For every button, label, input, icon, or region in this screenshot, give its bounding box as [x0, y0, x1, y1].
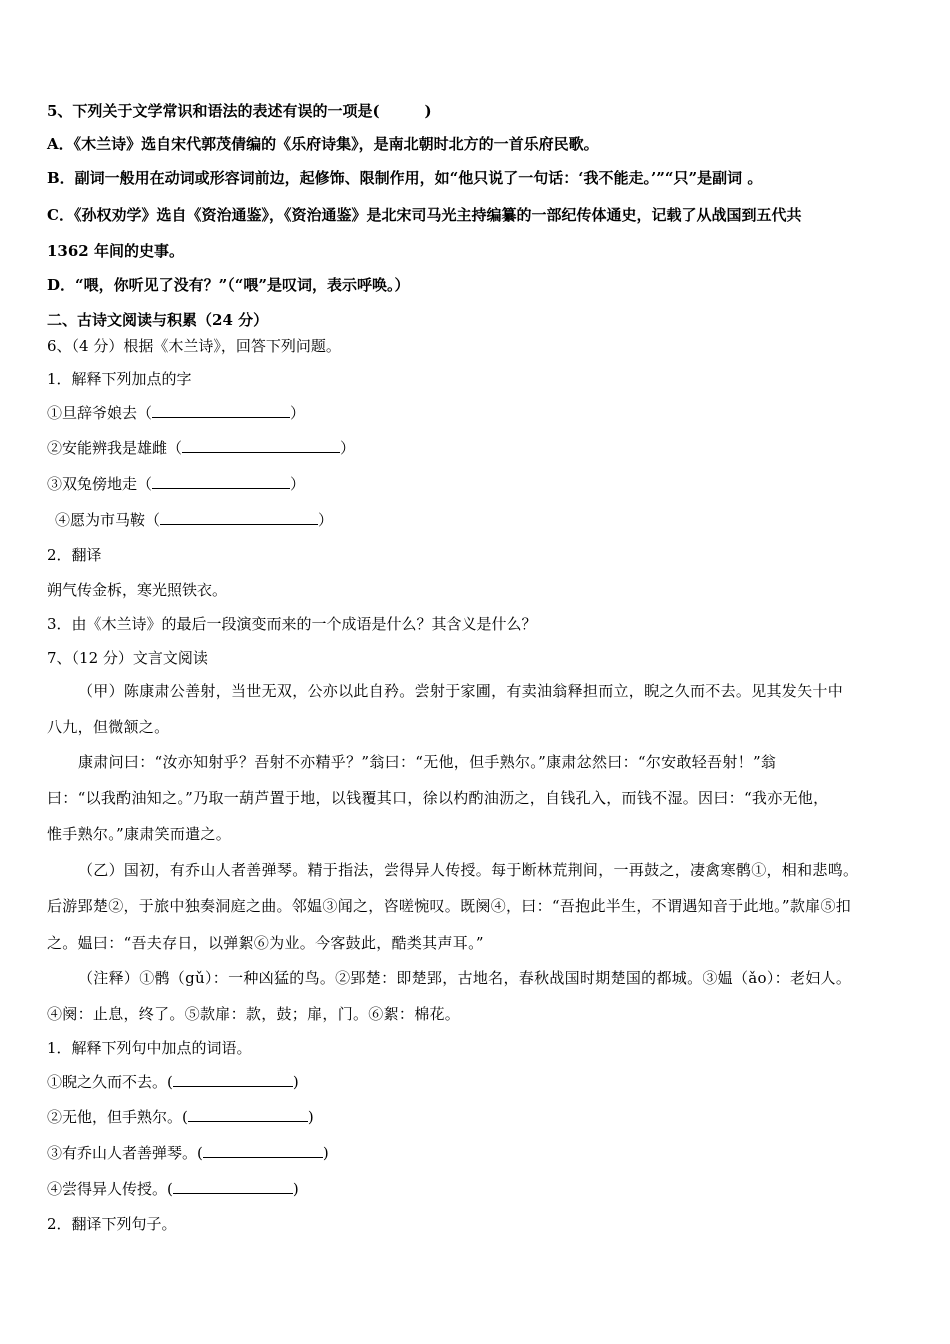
q6-stem: 6、（4 分）根据《木兰诗》，回答下列问题。 [47, 337, 341, 355]
q7-part1: 1．解释下列句中加点的词语。 [47, 1039, 252, 1057]
answer-blank[interactable] [182, 438, 340, 453]
passage-yi-line1: （乙）国初，有乔山人者善弹琴。精于指法，尝得异人传授。每于断林荒荆间，一再鼓之，凄禽寒鹘①，相和悲鸣。 [78, 861, 859, 879]
notes-line2: ④阕：止息，终了。⑤款扉：款，鼓；扉，门。⑥絮：棉花。 [47, 1005, 461, 1023]
answer-blank[interactable] [203, 1143, 323, 1158]
notes-line1: （注释）①鹘（gǔ）：一种凶猛的鸟。②郢楚：即楚郢，古地名，春秋战国时期楚国的都城。③媪（ǎo）：老妇人。 [78, 969, 852, 987]
q6-part3: 3．由《木兰诗》的最后一段演变而来的一个成语是什么？其含义是什么？ [47, 615, 537, 633]
passage-jia-line3: 康肃问曰：“汝亦知射乎？吾射不亦精乎？”翁曰：“无他，但手熟尔。”康肃忿然曰：“尔安敢轻吾射！”翁 [78, 753, 777, 771]
q7-part2: 2．翻译下列句子。 [47, 1215, 177, 1233]
passage-yi-line3: 之。媪曰：“吾夫存日，以弹絮⑥为业。今客鼓此，酷类其声耳。” [47, 934, 484, 952]
q7-word-1: ①睨之久而不去。( ) [47, 1073, 299, 1091]
answer-blank[interactable] [160, 510, 318, 525]
passage-yi-line2: 后游郢楚②，于旅中独奏洞庭之曲。邻媪③闻之，咨嗟惋叹。既阕④，曰：“吾抱此半生，不谓遇知音于此地。”款扉⑤扣 [47, 897, 852, 915]
q6-part2-text: 朔气传金柝，寒光照铁衣。 [47, 581, 228, 599]
q5-option-c-cont: 1362 年间的史事。 [47, 242, 184, 260]
passage-jia-line2: 八九，但微颔之。 [47, 718, 170, 736]
q5-option-c: C．《孙权劝学》选自《资治通鉴》，《资治通鉴》是北宋司马光主持编纂的一部纪传体通史，记载了从战国到五代共 [47, 206, 802, 224]
passage-jia-line5: 惟手熟尔。”康肃笑而遣之。 [47, 825, 232, 843]
q7-word-2: ②无他，但手熟尔。( ) [47, 1108, 314, 1126]
q6-part1: 1．解释下列加点的字 [47, 370, 192, 388]
q5-option-d: D．“喂，你听见了没有？”（“喂”是叹词，表示呼唤。） [47, 276, 410, 294]
q6-item-2: ②安能辨我是雄雌（ ） [47, 439, 356, 457]
q5-option-a: A．《木兰诗》选自宋代郭茂倩编的《乐府诗集》，是南北朝时北方的一首乐府民歌。 [47, 135, 599, 153]
section-heading: 二、古诗文阅读与积累（24 分） [47, 311, 269, 329]
q6-part2: 2．翻译 [47, 546, 102, 564]
answer-blank[interactable] [188, 1107, 308, 1122]
q7-stem: 7、（12 分）文言文阅读 [47, 649, 208, 667]
q6-item-1: ①旦辞爷娘去（ ） [47, 404, 306, 422]
q7-word-4: ④尝得异人传授。( ) [47, 1180, 299, 1198]
answer-blank[interactable] [152, 403, 290, 418]
answer-blank[interactable] [173, 1179, 293, 1194]
passage-jia-line1: （甲）陈康肃公善射，当世无双，公亦以此自矜。尝射于家圃，有卖油翁释担而立，睨之久而不去。见其发矢十中 [78, 682, 844, 700]
q7-word-3: ③有乔山人者善弹琴。( ) [47, 1144, 329, 1162]
answer-blank[interactable] [152, 474, 290, 489]
q5-stem: 5、下列关于文学常识和语法的表述有误的一项是( ) [47, 102, 432, 120]
q6-item-4: ④愿为市马鞍（ ） [55, 511, 334, 529]
q6-item-3: ③双兔傍地走（ ） [47, 475, 306, 493]
passage-jia-line4: 曰：“以我酌油知之。”乃取一葫芦置于地，以钱覆其口，徐以杓酌油沥之，自钱孔入，而钱不湿。因曰：“我亦无他， [47, 789, 829, 807]
answer-blank[interactable] [173, 1072, 293, 1087]
q5-option-b: B．副词一般用在动词或形容词前边，起修饰、限制作用，如“他只说了一句话：‘我不能走。’”“只”是副词 。 [47, 169, 763, 187]
